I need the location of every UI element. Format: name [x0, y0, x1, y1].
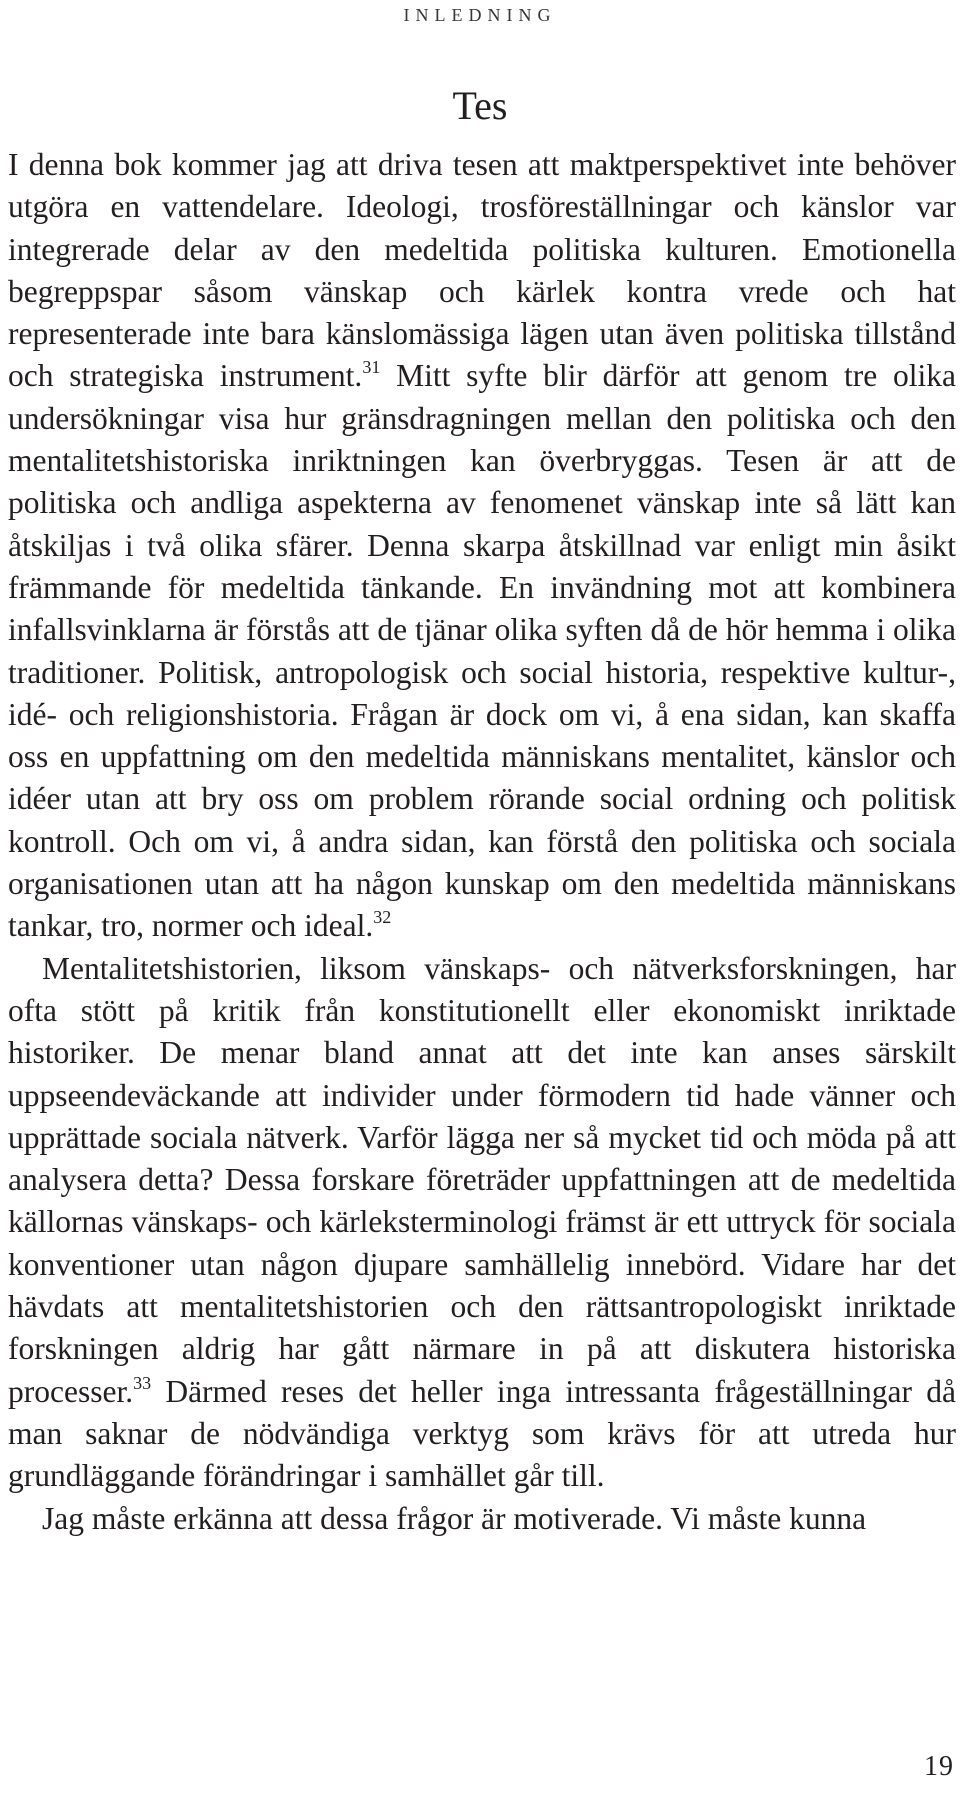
body-text — [8, 144, 956, 1540]
paragraph-3 — [8, 1498, 956, 1540]
paragraph-text: Därmed reses det heller inga intressanta frågeställningar då man saknar de nödvändiga verktyg som krävs för att utreda hur grundläggande förändringar i samhället går till. — [8, 1373, 956, 1494]
section-title: Tes — [452, 83, 508, 128]
paragraph-text: Mitt syfte blir därför att genom tre olika undersökningar visa hur gränsdragningen mellan den politiska och den mentalitetshistoriska inriktningen kan överbryggas. Tesen är att de politiska och andliga aspekterna av fenomenet vänskap inte så lätt kan åtskiljas i två olika sfärer. Denna skarpa åtskillnad var enligt min åsikt främmande för medeltida tänkande. En invändning mot att kombinera infallsvinklarna är förstås att de tjänar olika syften då de hör hemma i olika traditioner. Politisk, antropologisk och social historia, respektive kultur-, idé- och religionshistoria. Frågan är dock om vi, å ena sidan, kan skaffa oss en uppfattning om den medeltida människans mentalitet, känslor och idéer utan att bry oss om problem rörande social ordning och politisk kontroll. Och om vi, å andra sidan, kan förstå den politiska och sociala organisationen utan att ha någon kunskap om den medeltida människans tankar, tro, normer och ideal. — [8, 358, 956, 944]
paragraph-text: Mentalitetshistorien, liksom vänskaps- och nätverksforskningen, har ofta stött på kritik från konstitutionellt eller ekonomiskt inriktade historiker. De menar bland annat att det inte kan anses särskilt uppseendeväckande att individer under förmodern tid hade vänner och upprättade sociala nätverk. Varför lägga ner så mycket tid och möda på att analysera detta? Dessa forskare företräder uppfattningen att de medeltida källornas vänskaps- och kärleksterminologi främst är ett uttryck för sociala konventioner utan någon djupare samhällelig innebörd. Vidare har det hävdats att mentalitetshistorien och den rättsantropologiskt inriktade forskningen aldrig har gått närmare in på att diskutera historiska processer. — [8, 950, 956, 1409]
paragraph-text: Jag måste erkänna att dessa frågor är motiverade. Vi måste kunna — [42, 1500, 867, 1536]
paragraph-1 — [8, 144, 956, 948]
footnote-ref-31[interactable]: 31 — [362, 357, 381, 378]
page-number: 19 — [924, 1751, 954, 1782]
footnote-ref-32[interactable]: 32 — [373, 907, 392, 928]
running-head: inledning — [403, 0, 557, 27]
footnote-ref-33[interactable]: 33 — [133, 1372, 152, 1393]
paragraph-2 — [8, 948, 956, 1498]
paragraph-text: I denna bok kommer jag att driva tesen att maktperspektivet inte behöver utgöra en vattendelare. Ideologi, trosföreställningar och känslor var integrerade delar av den medeltida politiska kulturen. Emotionella begreppspar såsom vänskap och kärlek kontra vrede och hat representerade inte bara känslomässiga lägen utan även politiska tillstånd och strategiska instrument. — [8, 147, 956, 394]
